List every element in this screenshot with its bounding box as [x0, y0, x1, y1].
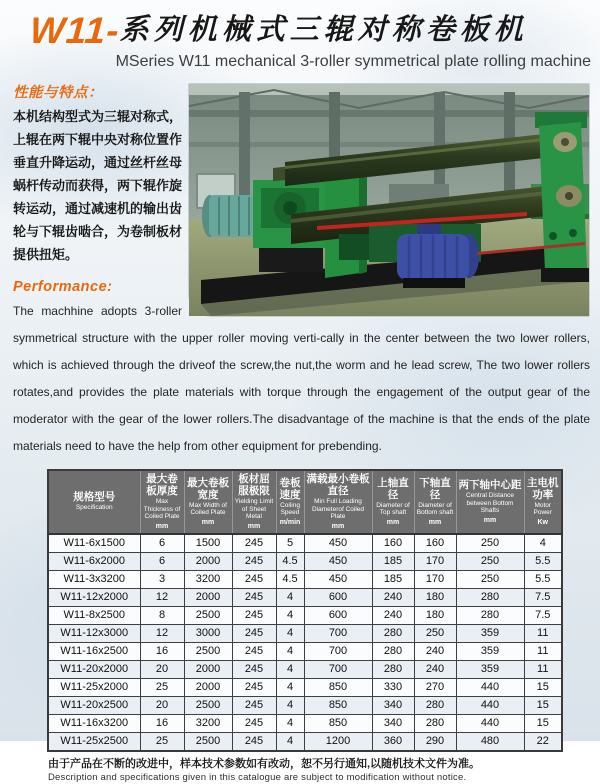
- spec-value: 600: [304, 606, 372, 624]
- column-header: 规格型号 Specification: [48, 470, 140, 534]
- main-content: [0, 71, 600, 784]
- spec-value: 700: [304, 642, 372, 660]
- spec-value: 245: [232, 606, 276, 624]
- spec-value: 440: [456, 678, 524, 696]
- spec-value: 16: [140, 714, 184, 732]
- spec-value: 11: [524, 642, 562, 660]
- column-header: 最大卷板厚度 Max Thickness of Coiled Plate mm: [140, 470, 184, 534]
- spec-value: 245: [232, 552, 276, 570]
- spec-value: 450: [304, 534, 372, 553]
- spec-value: 290: [414, 732, 456, 751]
- spec-value: 4: [276, 624, 304, 642]
- spec-value: 3: [140, 570, 184, 588]
- spec-value: 4.5: [276, 570, 304, 588]
- spec-value: 440: [456, 696, 524, 714]
- table-row: [48, 570, 562, 588]
- machine-photo-illustration: [189, 84, 589, 316]
- page-header: [0, 0, 600, 71]
- spec-value: 1200: [304, 732, 372, 751]
- spec-model: W11-20x2000: [48, 660, 140, 678]
- spec-value: 20: [140, 696, 184, 714]
- series-logo: W11-: [28, 10, 122, 51]
- table-row: [48, 732, 562, 751]
- column-header: 板材屈服极限 Yielding Limit of Sheet Metal mm: [232, 470, 276, 534]
- spec-model: W11-25x2500: [48, 732, 140, 751]
- spec-value: 450: [304, 570, 372, 588]
- spec-value: 3200: [184, 714, 232, 732]
- column-header: 满载最小卷板直径 Min Full Loading Diameterof Coiled Plate mm: [304, 470, 372, 534]
- table-row: [48, 714, 562, 732]
- spec-value: 2500: [184, 642, 232, 660]
- spec-value: 4: [276, 714, 304, 732]
- spec-value: 1500: [184, 534, 232, 553]
- spec-value: 245: [232, 714, 276, 732]
- spec-value: 170: [414, 570, 456, 588]
- spec-value: 340: [372, 696, 414, 714]
- spec-table: [47, 469, 563, 752]
- table-row: [48, 534, 562, 553]
- spec-value: 3200: [184, 570, 232, 588]
- spec-value: 12: [140, 588, 184, 606]
- spec-value: 280: [414, 696, 456, 714]
- spec-value: 2000: [184, 588, 232, 606]
- spec-value: 245: [232, 678, 276, 696]
- spec-value: 280: [414, 714, 456, 732]
- spec-value: 180: [414, 606, 456, 624]
- spec-value: 600: [304, 588, 372, 606]
- spec-value: 245: [232, 642, 276, 660]
- spec-value: 245: [232, 624, 276, 642]
- spec-value: 4.5: [276, 552, 304, 570]
- spec-value: 185: [372, 552, 414, 570]
- spec-value: 250: [456, 534, 524, 553]
- column-header: 卷板速度 Coiling Speed m/min: [276, 470, 304, 534]
- spec-value: 280: [456, 606, 524, 624]
- spec-model: W11-16x2500: [48, 642, 140, 660]
- spec-value: 11: [524, 660, 562, 678]
- machine-photo: [188, 83, 590, 317]
- table-row: [48, 660, 562, 678]
- table-row: [48, 696, 562, 714]
- spec-value: 280: [456, 588, 524, 606]
- spec-value: 4: [276, 696, 304, 714]
- spec-value: 280: [372, 660, 414, 678]
- spec-value: 245: [232, 732, 276, 751]
- spec-value: 15: [524, 696, 562, 714]
- spec-value: 250: [456, 552, 524, 570]
- spec-value: 240: [414, 642, 456, 660]
- spec-model: W11-12x2000: [48, 588, 140, 606]
- page-title: [0, 7, 600, 52]
- spec-value: 4: [276, 678, 304, 696]
- spec-value: 25: [140, 732, 184, 751]
- spec-value: 245: [232, 696, 276, 714]
- spec-value: 8: [140, 606, 184, 624]
- performance-body: The machhine adopts 3-roller symmetrical structure with the upper roller moving verti-cally in the center between the two lower rollers, which is achieved through the driveof the screw,the nut,the worm and he lead screw, The two lower rollers rotates,and provides the plate materials with torque through the engagement of the output gear of the moderator with the gear of the lower rollers.The disadvantage of the machine is that the ends of the plate materials need to have the help from other equipment for prebending.: [13, 304, 590, 453]
- column-header: 下轴直径 Diameter of Bottom shaft mm: [414, 470, 456, 534]
- spec-value: 850: [304, 714, 372, 732]
- spec-value: 250: [414, 624, 456, 642]
- table-header-row: [48, 470, 562, 534]
- column-header: 上轴直径 Diameter of Top shaft mm: [372, 470, 414, 534]
- spec-model: W11-20x2500: [48, 696, 140, 714]
- table-row: [48, 606, 562, 624]
- page-footer: [48, 757, 590, 784]
- spec-value: 11: [524, 624, 562, 642]
- spec-value: 700: [304, 660, 372, 678]
- spec-value: 240: [372, 606, 414, 624]
- spec-value: 250: [456, 570, 524, 588]
- spec-value: 170: [414, 552, 456, 570]
- spec-value: 340: [372, 714, 414, 732]
- spec-value: 2000: [184, 660, 232, 678]
- spec-value: 245: [232, 660, 276, 678]
- spec-value: 5.5: [524, 570, 562, 588]
- spec-value: 5.5: [524, 552, 562, 570]
- specification-section: [11, 460, 590, 752]
- performance-heading: Performance:: [13, 279, 113, 295]
- spec-value: 6: [140, 552, 184, 570]
- spec-value: 240: [372, 588, 414, 606]
- spec-model: W11-6x2000: [48, 552, 140, 570]
- spec-value: 22: [524, 732, 562, 751]
- spec-value: 850: [304, 696, 372, 714]
- footer-note-english: Description and specifications given in this catalogue are subject to modification without notice.: [48, 771, 467, 783]
- spec-value: 850: [304, 678, 372, 696]
- table-row: [48, 588, 562, 606]
- spec-value: 3000: [184, 624, 232, 642]
- spec-value: 480: [456, 732, 524, 751]
- spec-value: 360: [372, 732, 414, 751]
- spec-value: 440: [456, 714, 524, 732]
- table-row: [48, 642, 562, 660]
- column-header: 主电机功率 Motor Power Kw: [524, 470, 562, 534]
- spec-value: 25: [140, 678, 184, 696]
- spec-value: 12: [140, 624, 184, 642]
- table-row: [48, 624, 562, 642]
- spec-model: W11-6x1500: [48, 534, 140, 553]
- spec-value: 4: [524, 534, 562, 553]
- spec-value: 2500: [184, 606, 232, 624]
- title-english: MSeries W11 mechanical 3-roller symmetrical plate rolling machine: [115, 53, 591, 70]
- column-header: 最大卷板宽度 Max Width of Coiled Plate mm: [184, 470, 232, 534]
- spec-value: 4: [276, 588, 304, 606]
- spec-model: W11-8x2500: [48, 606, 140, 624]
- spec-value: 15: [524, 678, 562, 696]
- table-row: [48, 552, 562, 570]
- footer-note-chinese: 由于产品在不断的改进中，样本技术参数如有改动，恕不另行通知,以随机技术文件为准。: [48, 757, 481, 770]
- features-body: 本机结构型式为三辊对称式，上辊在两下辊中央对称位置作垂直升降运动，通过丝杆丝母蜗杆传动而获得，两下辊作旋转运动，通过减速机的输出齿轮与下辊齿啮合，为卷制板材提供扭矩。: [13, 109, 183, 262]
- features-heading: 性能与特点：: [13, 85, 103, 101]
- spec-value: 7.5: [524, 606, 562, 624]
- spec-value: 4: [276, 606, 304, 624]
- spec-value: 245: [232, 534, 276, 553]
- title-chinese: 系列机械式三辊对称卷板机: [119, 14, 528, 46]
- spec-value: 16: [140, 642, 184, 660]
- spec-value: 2000: [184, 552, 232, 570]
- column-header: 两下轴中心距 Central Distance between Bottom Shafts mm: [456, 470, 524, 534]
- spec-value: 245: [232, 588, 276, 606]
- spec-model: W11-12x3000: [48, 624, 140, 642]
- spec-value: 4: [276, 642, 304, 660]
- spec-value: 240: [414, 660, 456, 678]
- spec-model: W11-25x2000: [48, 678, 140, 696]
- spec-value: 5: [276, 534, 304, 553]
- spec-value: 7.5: [524, 588, 562, 606]
- spec-value: 4: [276, 660, 304, 678]
- spec-model: W11-3x3200: [48, 570, 140, 588]
- spec-value: 270: [414, 678, 456, 696]
- spec-model: W11-16x3200: [48, 714, 140, 732]
- spec-value: 330: [372, 678, 414, 696]
- spec-value: 700: [304, 624, 372, 642]
- spec-value: 4: [276, 732, 304, 751]
- spec-value: 2000: [184, 678, 232, 696]
- spec-value: 450: [304, 552, 372, 570]
- spec-value: 359: [456, 624, 524, 642]
- spec-value: 280: [372, 624, 414, 642]
- spec-value: 2500: [184, 732, 232, 751]
- spec-value: 15: [524, 714, 562, 732]
- spec-value: 185: [372, 570, 414, 588]
- spec-value: 2500: [184, 696, 232, 714]
- table-row: [48, 678, 562, 696]
- spec-value: 160: [372, 534, 414, 553]
- spec-value: 280: [372, 642, 414, 660]
- spec-value: 359: [456, 660, 524, 678]
- spec-value: 160: [414, 534, 456, 553]
- spec-value: 6: [140, 534, 184, 553]
- spec-value: 245: [232, 570, 276, 588]
- spec-value: 20: [140, 660, 184, 678]
- spec-value: 180: [414, 588, 456, 606]
- spec-value: 359: [456, 642, 524, 660]
